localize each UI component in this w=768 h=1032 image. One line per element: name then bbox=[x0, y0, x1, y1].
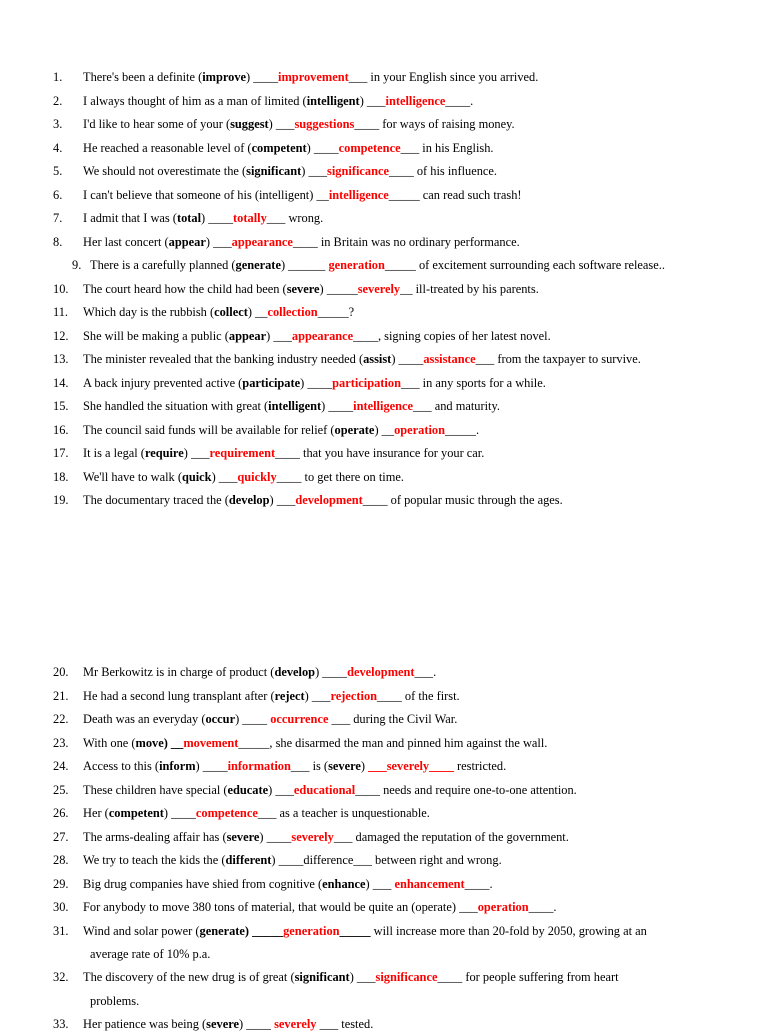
sentence-text: Her ( bbox=[83, 806, 109, 820]
root-word: participate bbox=[242, 375, 301, 390]
root-word: operate bbox=[334, 422, 375, 437]
sentence-text: The documentary traced the ( bbox=[83, 493, 229, 507]
sentence-text: ___. bbox=[414, 665, 437, 679]
sentence-text: Access to this ( bbox=[83, 759, 160, 773]
item-sentence bbox=[83, 664, 436, 680]
item-sentence bbox=[83, 281, 539, 297]
item-number: 24. bbox=[53, 759, 69, 773]
root-word: generate) _____ bbox=[199, 923, 284, 938]
sentence-text: With one ( bbox=[83, 735, 136, 750]
item-number: 3. bbox=[53, 117, 63, 131]
root-word: appear bbox=[168, 234, 206, 249]
root-word: quick bbox=[181, 469, 212, 484]
root-word: inform bbox=[159, 759, 196, 773]
answer-word: development bbox=[295, 493, 363, 507]
item-number: 20. bbox=[53, 665, 69, 679]
item-continuation: problems. bbox=[90, 993, 140, 1008]
answer-word: educational bbox=[293, 782, 356, 797]
item-sentence bbox=[83, 923, 647, 939]
answer-word: information bbox=[227, 759, 291, 773]
answer-word: operation bbox=[394, 422, 445, 437]
root-word: develop bbox=[228, 493, 270, 507]
answer-word: intelligence bbox=[385, 93, 446, 108]
sentence-text: I always thought of him as a man of limited ( bbox=[83, 93, 307, 108]
item-sentence bbox=[83, 422, 479, 438]
answer-word: suggestions bbox=[294, 117, 355, 131]
sentence-text: ) ____ bbox=[246, 70, 279, 84]
sentence-text: ____. bbox=[445, 93, 474, 108]
answer-word: ___severely____ bbox=[368, 759, 454, 773]
item-number: 2. bbox=[53, 93, 63, 108]
item-number: 12. bbox=[53, 328, 69, 343]
sentence-text: ____, signing copies of her latest novel. bbox=[353, 328, 551, 343]
sentence-text: ) ___ bbox=[268, 782, 294, 797]
item-number: 23. bbox=[53, 735, 69, 750]
sentence-text: ____ in Britain was no ordinary performance. bbox=[292, 234, 520, 249]
answer-word: enhancement bbox=[394, 876, 465, 891]
root-word: severe bbox=[206, 1016, 239, 1031]
item-sentence bbox=[83, 492, 563, 508]
item-sentence bbox=[83, 398, 500, 414]
sentence-text: She handled the situation with great ( bbox=[83, 399, 269, 413]
root-word: occur bbox=[205, 712, 236, 726]
sentence-text: ) ____ bbox=[195, 759, 228, 773]
item-number: 19. bbox=[53, 493, 69, 507]
item-sentence bbox=[83, 758, 506, 774]
item-continuation: average rate of 10% p.a. bbox=[90, 947, 211, 961]
sentence-text: ) ___ bbox=[183, 446, 210, 460]
sentence-text: The council said funds will be available for relief ( bbox=[83, 422, 335, 437]
sentence-text: ) ___ bbox=[365, 876, 395, 891]
item-sentence bbox=[83, 187, 522, 203]
sentence-text: restricted. bbox=[453, 759, 507, 773]
sentence-text: ____ that you have insurance for your car. bbox=[275, 446, 485, 460]
item-sentence bbox=[90, 257, 665, 273]
sentence-text: ) __ bbox=[247, 305, 268, 319]
sentence-text: We try to teach the kids the ( bbox=[83, 853, 226, 867]
root-word: enhance bbox=[322, 876, 366, 891]
item-number: 30. bbox=[53, 900, 69, 914]
root-word: _____ bbox=[339, 923, 371, 938]
sentence-text: For anybody to move 380 tons of material, that would be quite an (operate) ___ bbox=[83, 900, 478, 914]
sentence-text: He reached a reasonable level of ( bbox=[83, 140, 252, 155]
sentence-text: ____ for people suffering from heart bbox=[437, 970, 619, 984]
answer-word: operation bbox=[477, 900, 529, 914]
item-sentence bbox=[83, 876, 493, 892]
sentence-text: We'll have to walk ( bbox=[83, 469, 182, 484]
item-sentence bbox=[83, 351, 641, 367]
item-number: 26. bbox=[53, 806, 69, 820]
item-sentence bbox=[83, 69, 538, 85]
answer-word: significance bbox=[327, 164, 389, 178]
item-number: 15. bbox=[53, 399, 69, 413]
item-number: 6. bbox=[53, 187, 63, 202]
root-word: reject bbox=[274, 688, 305, 703]
item-sentence bbox=[83, 969, 619, 985]
item-sentence bbox=[83, 782, 577, 798]
sentence-text: ) ___ bbox=[268, 117, 295, 131]
item-number: 5. bbox=[53, 164, 63, 178]
item-sentence bbox=[83, 116, 515, 132]
answer-word: significance bbox=[375, 970, 438, 984]
sentence-text: Big drug companies have shied from cognitive ( bbox=[83, 876, 323, 891]
sentence-text: ) ______ bbox=[280, 258, 329, 272]
root-word: improve bbox=[202, 70, 247, 84]
sentence-text: ) ___ bbox=[266, 328, 292, 343]
root-word: different bbox=[225, 853, 272, 867]
root-word: total bbox=[176, 211, 202, 225]
item-number: 13. bbox=[53, 352, 69, 366]
sentence-text: ) ____ bbox=[201, 211, 234, 225]
answer-word: competence bbox=[338, 140, 401, 155]
answer-word: severely bbox=[274, 1016, 317, 1031]
sentence-text: Which day is the rubbish ( bbox=[83, 305, 215, 319]
root-word: require bbox=[144, 446, 184, 460]
root-word: intelligent bbox=[268, 399, 322, 413]
sentence-text: _____. bbox=[445, 422, 480, 437]
item-number: 31. bbox=[53, 923, 69, 938]
answer-word: severely bbox=[357, 281, 401, 296]
item-number: 14. bbox=[53, 375, 69, 390]
sentence-text: ___ from the taxpayer to survive. bbox=[475, 352, 641, 366]
item-sentence bbox=[83, 829, 569, 845]
root-word: severe bbox=[226, 829, 260, 844]
sentence-text: I can't believe that someone of his (intelligent) __ bbox=[83, 187, 329, 202]
sentence-text: There's been a definite ( bbox=[83, 70, 203, 84]
answer-word: collection bbox=[267, 305, 318, 319]
sentence-text: ) __ bbox=[374, 422, 395, 437]
sentence-text: ) ____ bbox=[306, 140, 339, 155]
item-number: 25. bbox=[53, 782, 69, 797]
sentence-text: ____. bbox=[464, 876, 493, 891]
item-sentence bbox=[83, 93, 473, 109]
answer-word: occurrence bbox=[270, 712, 329, 726]
item-number: 33. bbox=[53, 1016, 69, 1031]
root-word: assist bbox=[363, 352, 392, 366]
item-sentence bbox=[83, 688, 460, 704]
sentence-text: ) ____ bbox=[259, 829, 292, 844]
item-number: 11. bbox=[53, 305, 69, 319]
sentence-text: ) ____ bbox=[391, 352, 424, 366]
sentence-text: She will be making a public ( bbox=[83, 328, 229, 343]
sentence-text: ) ___ bbox=[269, 493, 296, 507]
item-number: 21. bbox=[53, 688, 69, 703]
sentence-text: ___ tested. bbox=[316, 1016, 374, 1031]
sentence-text: _____, she disarmed the man and pinned him against the wall. bbox=[238, 735, 548, 750]
answer-word: generation bbox=[328, 258, 385, 272]
sentence-text: Wind and solar power ( bbox=[83, 923, 200, 938]
sentence-text: _____ of excitement surrounding each software release.. bbox=[384, 258, 665, 272]
sentence-text: ____ of his influence. bbox=[388, 164, 498, 178]
sentence-text: ___ wrong. bbox=[266, 211, 324, 225]
answer-word: development bbox=[347, 665, 415, 679]
item-sentence bbox=[83, 445, 484, 461]
sentence-text: ____. bbox=[528, 900, 557, 914]
item-number: 22. bbox=[53, 712, 69, 726]
sentence-text: The court heard how the child had been ( bbox=[83, 281, 287, 296]
sentence-text: The discovery of the new drug is of great ( bbox=[83, 970, 295, 984]
sentence-text: I'd like to hear some of your ( bbox=[83, 117, 231, 131]
sentence-text: ) ____ bbox=[235, 712, 271, 726]
root-word: significant bbox=[294, 970, 350, 984]
root-word: severe bbox=[328, 759, 361, 773]
sentence-text: Mr Berkowitz is in charge of product ( bbox=[83, 665, 275, 679]
item-number: 27. bbox=[53, 829, 69, 844]
sentence-text: Her patience was being ( bbox=[83, 1016, 207, 1031]
item-sentence bbox=[83, 469, 404, 485]
sentence-text: The arms-dealing affair has ( bbox=[83, 829, 227, 844]
item-number: 4. bbox=[53, 140, 63, 155]
item-number: 7. bbox=[53, 211, 63, 225]
sentence-text: ___ in his English. bbox=[400, 140, 494, 155]
item-number: 16. bbox=[53, 422, 69, 437]
item-sentence bbox=[83, 328, 551, 344]
sentence-text: __ ill-treated by his parents. bbox=[400, 281, 539, 296]
item-number: 9. bbox=[72, 258, 82, 272]
item-number: 32. bbox=[53, 970, 69, 984]
item-sentence bbox=[83, 210, 323, 226]
sentence-text: ) ____ bbox=[315, 665, 348, 679]
sentence-text: ____ for ways of raising money. bbox=[354, 117, 515, 131]
answer-word: intelligence bbox=[328, 187, 389, 202]
item-number: 18. bbox=[53, 469, 69, 484]
sentence-text: ___ and maturity. bbox=[413, 399, 500, 413]
sentence-text: There is a carefully planned ( bbox=[90, 258, 236, 272]
root-word: severe bbox=[286, 281, 320, 296]
item-sentence bbox=[83, 711, 457, 727]
sentence-text: ) ___ bbox=[349, 970, 376, 984]
root-word: competent bbox=[251, 140, 307, 155]
answer-word: appearance bbox=[291, 328, 354, 343]
sentence-text: will increase more than 20-fold by 2050, growing at an bbox=[370, 923, 647, 938]
item-sentence bbox=[83, 899, 557, 915]
sentence-text: Her last concert ( bbox=[83, 234, 169, 249]
sentence-text: These children have special ( bbox=[83, 782, 228, 797]
answer-word: assistance bbox=[423, 352, 476, 366]
item-sentence bbox=[83, 163, 497, 179]
sentence-text: ) bbox=[360, 759, 369, 773]
item-sentence bbox=[83, 304, 354, 320]
sentence-text: ____ of the first. bbox=[377, 688, 460, 703]
sentence-text: ) ___ bbox=[205, 234, 232, 249]
root-word: develop bbox=[274, 665, 316, 679]
item-sentence bbox=[83, 234, 520, 250]
sentence-text: ) ____ bbox=[238, 1016, 275, 1031]
item-sentence bbox=[83, 375, 546, 391]
item-sentence bbox=[83, 735, 547, 751]
sentence-text: I admit that I was ( bbox=[83, 211, 177, 225]
answer-word: generation bbox=[283, 923, 340, 938]
sentence-text: ) ____difference___ between right and wrong. bbox=[271, 853, 502, 867]
sentence-text: ___ in any sports for a while. bbox=[400, 375, 546, 390]
sentence-text: _____? bbox=[317, 305, 355, 319]
sentence-text: ) _____ bbox=[319, 281, 358, 296]
answer-word: competence bbox=[195, 806, 258, 820]
sentence-text: A back injury prevented active ( bbox=[83, 375, 243, 390]
root-word: competent bbox=[108, 806, 164, 820]
sentence-text: He had a second lung transplant after ( bbox=[83, 688, 275, 703]
root-word: move) __ bbox=[135, 735, 184, 750]
item-number: 8. bbox=[53, 234, 63, 249]
answer-word: intelligence bbox=[353, 399, 414, 413]
answer-word: improvement bbox=[278, 70, 349, 84]
sentence-text: ___ as a teacher is unquestionable. bbox=[257, 806, 430, 820]
sentence-text: ) ___ bbox=[301, 164, 328, 178]
sentence-text: ____ needs and require one-to-one attention. bbox=[355, 782, 577, 797]
root-word: collect bbox=[214, 305, 248, 319]
answer-word: quickly bbox=[237, 469, 277, 484]
sentence-text: It is a legal ( bbox=[83, 446, 145, 460]
sentence-text: ____ of popular music through the ages. bbox=[362, 493, 563, 507]
item-sentence bbox=[83, 852, 502, 868]
sentence-text: ) ___ bbox=[211, 469, 238, 484]
sentence-text: _____ can read such trash! bbox=[388, 187, 522, 202]
sentence-text: ) ___ bbox=[359, 93, 386, 108]
sentence-text: The minister revealed that the banking industry needed ( bbox=[83, 352, 364, 366]
item-number: 10. bbox=[53, 281, 69, 296]
sentence-text: ) ____ bbox=[321, 399, 354, 413]
sentence-text: ___ is ( bbox=[290, 759, 329, 773]
sentence-text: ___ in your English since you arrived. bbox=[348, 70, 539, 84]
answer-word: severely bbox=[291, 829, 334, 844]
answer-word: totally bbox=[233, 211, 267, 225]
answer-word: movement bbox=[183, 735, 239, 750]
answer-word: participation bbox=[332, 375, 401, 390]
answer-word: rejection bbox=[330, 688, 378, 703]
sentence-text: ) ____ bbox=[163, 806, 196, 820]
root-word: significant bbox=[246, 164, 302, 178]
answer-word: requirement bbox=[209, 446, 276, 460]
sentence-text: Death was an everyday ( bbox=[83, 712, 206, 726]
sentence-text: ____ to get there on time. bbox=[276, 469, 404, 484]
item-number: 1. bbox=[53, 70, 63, 84]
root-word: educate bbox=[227, 782, 269, 797]
item-sentence bbox=[83, 805, 430, 821]
root-word: suggest bbox=[230, 117, 269, 131]
item-sentence bbox=[83, 140, 494, 156]
item-number: 28. bbox=[53, 853, 69, 867]
item-number: 29. bbox=[53, 876, 69, 891]
sentence-text: ) ____ bbox=[300, 375, 333, 390]
root-word: generate bbox=[235, 258, 281, 272]
root-word: intelligent bbox=[306, 93, 360, 108]
sentence-text: ) ___ bbox=[304, 688, 331, 703]
root-word: appear bbox=[228, 328, 267, 343]
sentence-text: ___ during the Civil War. bbox=[328, 712, 458, 726]
sentence-text: We should not overestimate the ( bbox=[83, 164, 247, 178]
item-number: 17. bbox=[53, 446, 69, 460]
answer-word: appearance bbox=[231, 234, 293, 249]
sentence-text: ___ damaged the reputation of the government. bbox=[333, 829, 569, 844]
